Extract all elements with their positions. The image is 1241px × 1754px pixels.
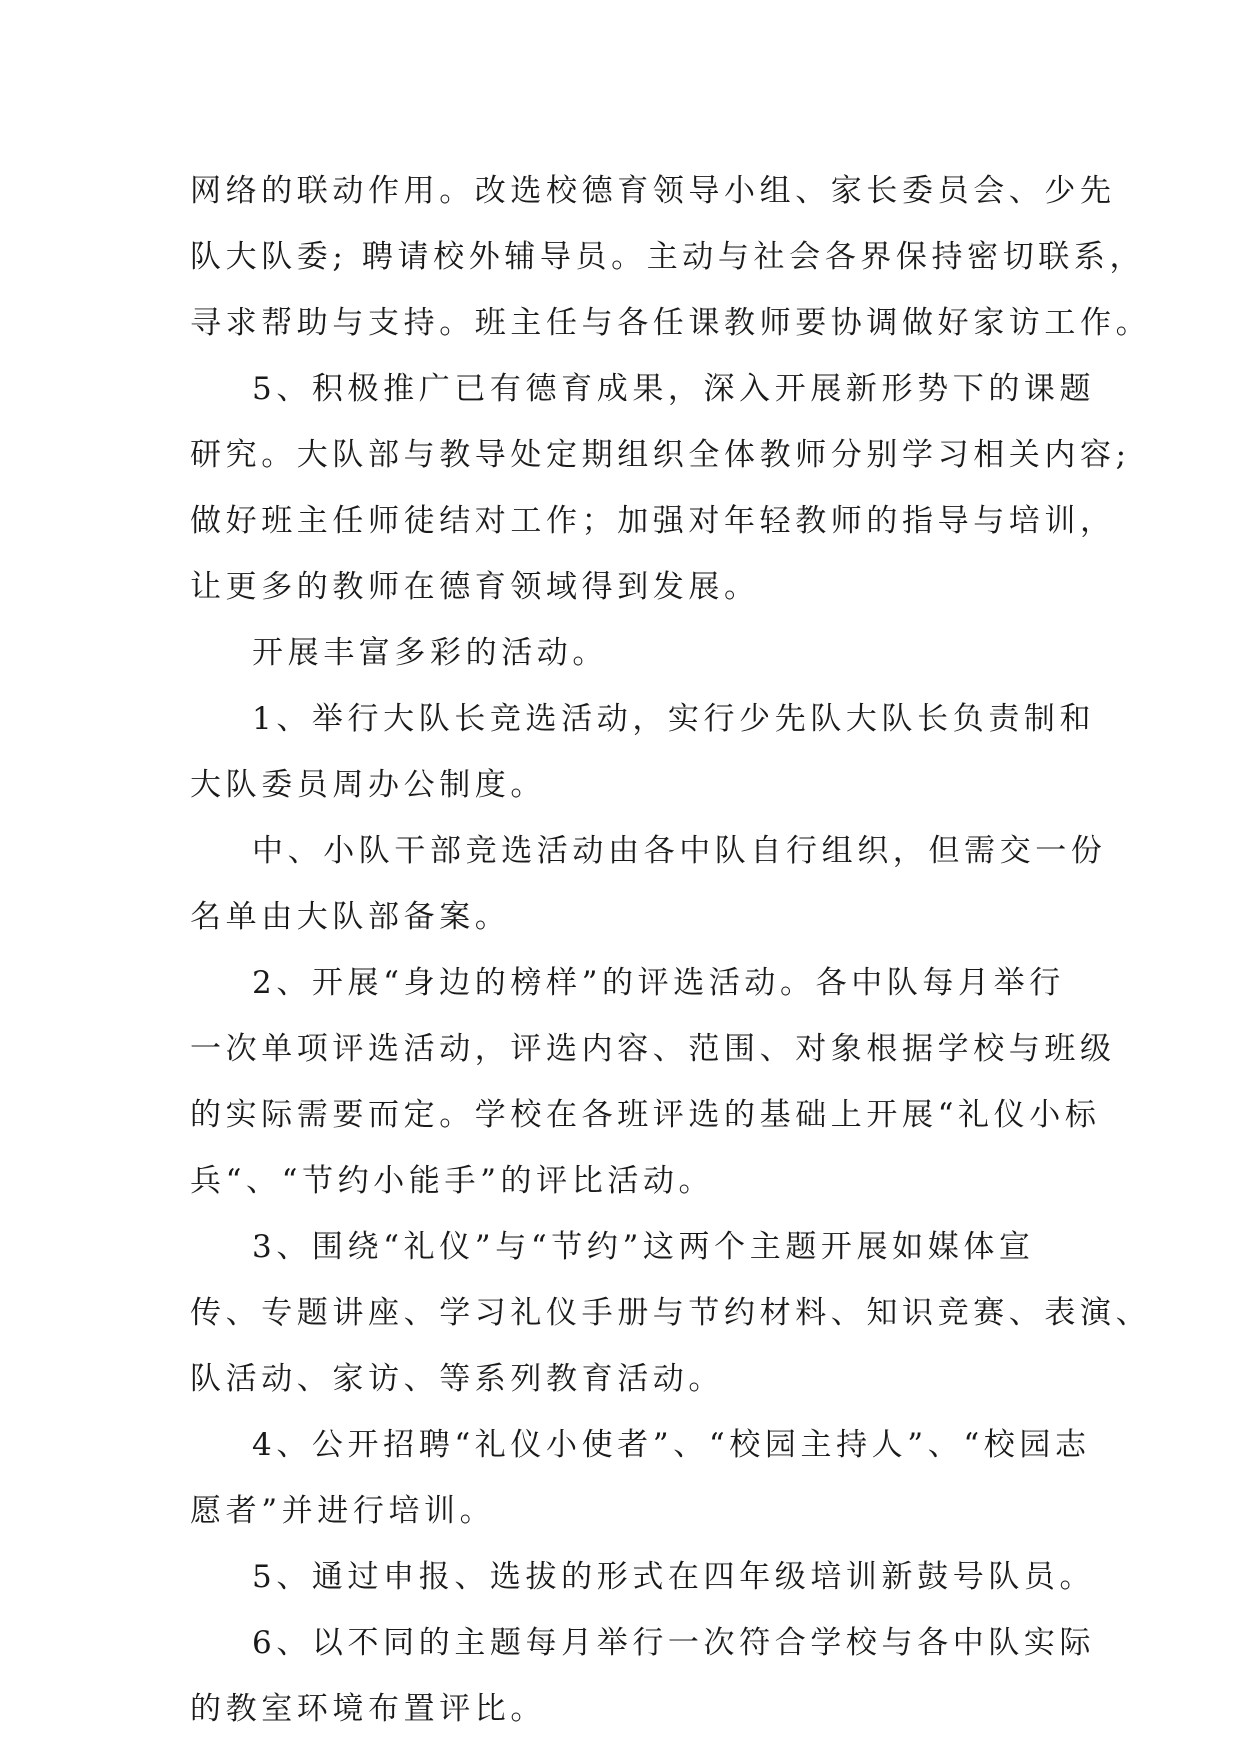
text-line: 6、以不同的主题每月举行一次符合学校与各中队实际	[252, 1625, 1096, 1661]
text-line: 一次单项评选活动，评选内容、范围、对象根据学校与班级	[190, 1031, 1116, 1067]
text-line: 2、开展“身边的榜样”的评选活动。各中队每月举行	[252, 965, 1065, 1001]
text-line: 做好班主任师徒结对工作；加强对年轻教师的指导与培训，	[190, 503, 1116, 539]
text-line: 名单由大队部备案。	[190, 899, 511, 935]
text-line: 中、小队干部竞选活动由各中队自行组织，但需交一份	[252, 833, 1107, 869]
text-line: 大队委员周办公制度。	[190, 767, 546, 803]
text-line: 让更多的教师在德育领域得到发展。	[190, 569, 760, 605]
text-line: 网络的联动作用。改选校德育领导小组、家长委员会、少先	[190, 173, 1116, 209]
text-line: 寻求帮助与支持。班主任与各任课教师要协调做好家访工作。	[190, 305, 1152, 341]
text-line: 3、围绕“礼仪”与“节约”这两个主题开展如媒体宣	[252, 1229, 1035, 1265]
text-line: 队大队委; 聘请校外辅导员。主动与社会各界保持密切联系，	[190, 239, 1146, 275]
text-line: 的实际需要而定。学校在各班评选的基础上开展“礼仪小标	[190, 1097, 1101, 1133]
text-line: 4、公开招聘“礼仪小使者”、“校园主持人”、“校园志	[252, 1427, 1091, 1463]
text-line: 传、专题讲座、学习礼仪手册与节约材料、知识竞赛、表演、	[190, 1295, 1152, 1331]
text-line: 开展丰富多彩的活动。	[252, 635, 608, 671]
text-line: 兵“、“节约小能手”的评比活动。	[190, 1163, 715, 1199]
text-line: 队活动、家访、等系列教育活动。	[190, 1361, 724, 1397]
text-line: 研究。大队部与教导处定期组织全体教师分别学习相关内容;	[190, 437, 1131, 473]
text-line: 1、举行大队长竞选活动，实行少先队大队长负责制和	[252, 701, 1096, 737]
text-line: 5、通过申报、选拔的形式在四年级培训新鼓号队员。	[252, 1559, 1096, 1595]
text-line: 5、积极推广已有德育成果，深入开展新形势下的课题	[252, 371, 1096, 407]
text-line: 的教室环境布置评比。	[190, 1691, 546, 1727]
body-text	[190, 158, 1152, 1742]
text-line: 愿者”并进行培训。	[190, 1493, 496, 1529]
